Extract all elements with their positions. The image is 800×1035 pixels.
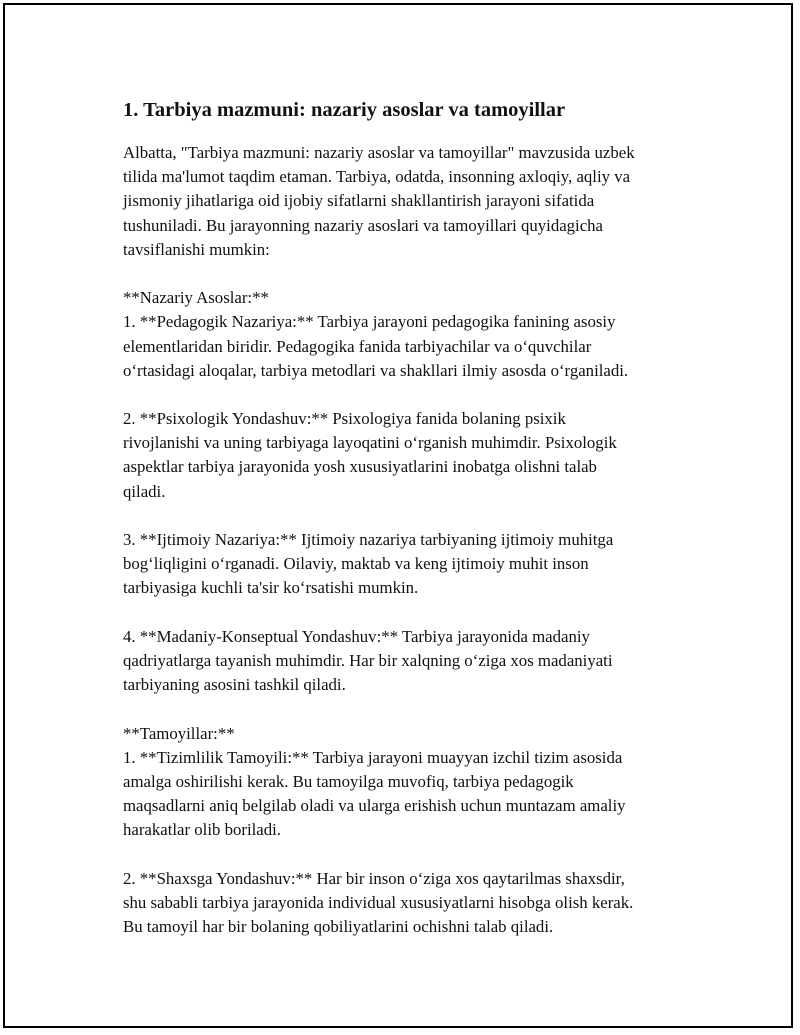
paragraph-gap bbox=[123, 504, 723, 528]
text-line: harakatlar olib boriladi. bbox=[123, 820, 281, 840]
paragraph bbox=[123, 625, 723, 698]
text-line: elementlaridan biridir. Pedagogika fanida tarbiyachilar va o‘quvchilar bbox=[123, 336, 592, 356]
text-line: 2. **Psixologik Yondashuv:** Psixologiya fanida bolaning psixik bbox=[123, 409, 566, 429]
text-line: bog‘liqligini o‘rganadi. Oilaviy, maktab va keng ijtimoiy muhit inson bbox=[123, 554, 589, 574]
text-line: qadriyatlarga tayanish muhimdir. Har bir xalqning o‘ziga xos madaniyati bbox=[123, 650, 613, 670]
text-line: maqsadlarni aniq belgilab oladi va ularga erishish uchun muntazam amaliy bbox=[123, 796, 626, 816]
paragraph-gap bbox=[123, 262, 723, 286]
text-line: tavsiflanishi mumkin: bbox=[123, 239, 270, 259]
text-line: 1. **Tizimlilik Tamoyili:** Tarbiya jarayoni muayyan izchil tizim asosida bbox=[123, 747, 623, 767]
text-line: tarbiyasiga kuchli ta'sir ko‘rsatishi mumkin. bbox=[123, 578, 419, 598]
text-line: 2. **Shaxsga Yondashuv:** Har bir inson o‘ziga xos qaytarilmas shaxsdir, bbox=[123, 868, 625, 888]
document-page bbox=[3, 3, 793, 1028]
text-line: 4. **Madaniy-Konseptual Yondashuv:** Tarbiya jarayonida madaniy bbox=[123, 626, 590, 646]
paragraph-gap bbox=[123, 842, 723, 866]
text-line: 1. **Pedagogik Nazariya:** Tarbiya jarayoni pedagogika fanining asosiy bbox=[123, 312, 616, 332]
text-line: rivojlanishi va uning tarbiyaga layoqatini o‘rganish muhimdir. Psixologik bbox=[123, 433, 617, 453]
paragraph-gap bbox=[123, 697, 723, 721]
text-line: tushuniladi. Bu jarayonning nazariy asoslari va tamoyillari quyidagicha bbox=[123, 215, 604, 235]
paragraph bbox=[123, 141, 723, 262]
text-line: **Nazariy Asoslar:** bbox=[123, 288, 269, 308]
text-line: tarbiyaning asosini tashkil qiladi. bbox=[123, 675, 346, 695]
document-content bbox=[123, 95, 723, 939]
paragraph-gap bbox=[123, 601, 723, 625]
paragraph bbox=[123, 286, 723, 383]
document-body bbox=[123, 141, 723, 939]
text-line: Bu tamoyil har bir bolaning qobiliyatlarini ochishni talab qiladi. bbox=[123, 917, 554, 936]
paragraph-gap bbox=[123, 383, 723, 407]
text-line: Albatta, "Tarbiya mazmuni: nazariy asoslar va tamoyillar" mavzusida uzbek bbox=[123, 143, 635, 162]
text-line: 3. **Ijtimoiy Nazariya:** Ijtimoiy nazariya tarbiyaning ijtimoiy muhitga bbox=[123, 530, 614, 549]
paragraph bbox=[123, 867, 723, 940]
paragraph bbox=[123, 407, 723, 504]
text-line: o‘rtasidagi aloqalar, tarbiya metodlari va shakllari ilmiy asosda o‘rganiladi. bbox=[123, 360, 629, 380]
text-line: tilida ma'lumot taqdim etaman. Tarbiya, odatda, insonning axloqiy, aqliy va bbox=[123, 167, 631, 187]
text-line: **Tamoyillar:** bbox=[123, 723, 235, 743]
text-line: shu sababli tarbiya jarayonida individual xususiyatlarni hisobga olish kerak. bbox=[123, 892, 634, 912]
paragraph bbox=[123, 528, 723, 601]
text-line: aspektlar tarbiya jarayonida yosh xususiyatlarini inobatga olishni talab bbox=[123, 457, 597, 477]
text-line: qiladi. bbox=[123, 481, 166, 501]
text-line: amalga oshirilishi kerak. Bu tamoyilga muvofiq, tarbiya pedagogik bbox=[123, 771, 574, 791]
document-title: 1. Tarbiya mazmuni: nazariy asoslar va tamoyillar bbox=[123, 99, 566, 121]
paragraph bbox=[123, 722, 723, 843]
text-line: jismoniy jihatlariga oid ijobiy sifatlarni shakllantirish jarayoni sifatida bbox=[123, 191, 595, 211]
